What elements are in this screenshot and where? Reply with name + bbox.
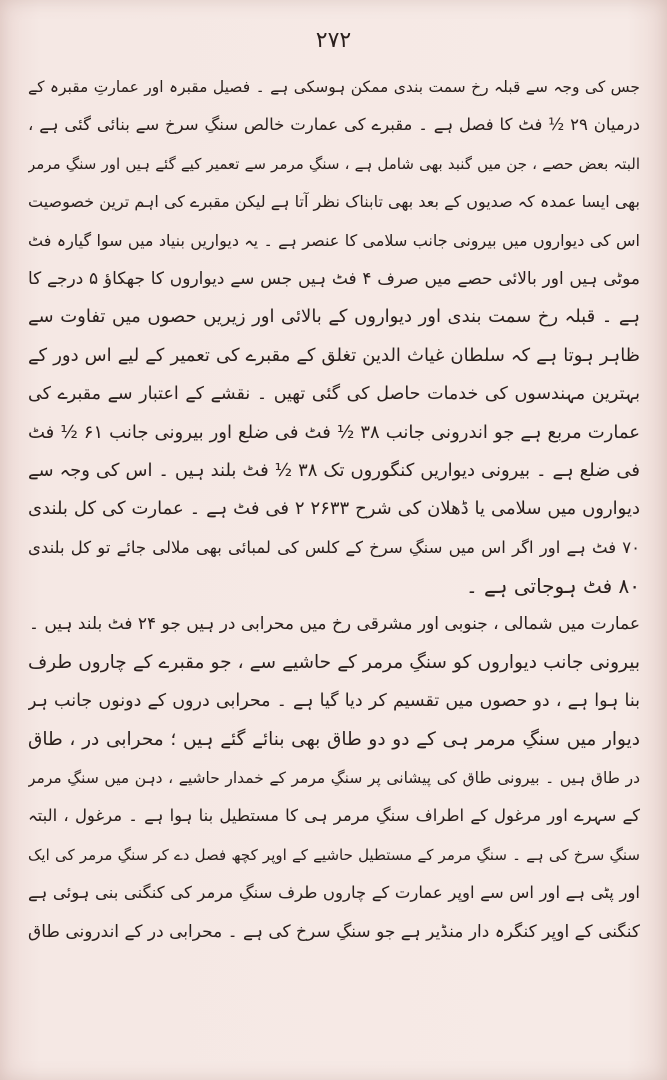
text-line: فی ضلع ہے ۔ بیرونی دیواریں کنگوروں تک ۳۸ ½ فٹ بلند ہیں ۔ اس کی وجہ سے <box>28 459 640 481</box>
text-line: بھی ایسا عمدہ کہ صدیوں کے بعد بھی تابناک نظر آتا ہے لیکن مقبرے کی اہم ترین خصوصیت <box>28 192 640 212</box>
text-line: بیرونی جانب دیواروں کو سنگِ مرمر کے حاشیے سے ، جو مقبرے کے چاروں طرف <box>28 651 640 673</box>
text-line: ۷۰ فٹ ہے اور اگر اس میں سنگِ سرخ کے کلس کی لمبائی بھی ملالی جائے تو کل بلندی <box>28 537 640 557</box>
text-line: اس کی دیواروں میں بیرونی جانب سلامی کا عنصر ہے ۔ یہ دیواریں بنیاد میں سوا گیارہ فٹ <box>28 230 640 250</box>
text-line: بنا ہوا ہے ، دو حصوں میں تقسیم کر دیا گیا ہے ۔ محرابی دروں کے دونوں جانب ہر <box>28 691 640 712</box>
text-line: کنگنی کے اوپر کنگرہ دار منڈیر ہے جو سنگِ سرخ کی ہے ۔ محرابی در کے اندرونی طاق <box>28 921 640 942</box>
text-line: اور پٹی ہے اور اس سے اوپر عمارت کے چاروں طرف سنگِ مرمر کی کنگنی بنی ہوئی ہے <box>28 883 640 903</box>
text-line: ۸۰ فٹ ہوجاتی ہے ۔ <box>465 574 640 599</box>
text-line: موٹی ہیں اور بالائی حصے میں صرف ۴ فٹ ہیں جس سے دیواروں کا جھکاؤ ۵ درجے کا <box>28 268 640 289</box>
text-line: جس کی وجہ سے قبلہ رخ سمت بندی ممکن ہوسکی ہے ۔ فصیل مقبرہ اور عمارتِ مقبرہ کے <box>28 78 640 96</box>
text-line: در طاق ہیں ۔ بیرونی طاق کی پیشانی پر سنگِ مرمر کے خمدار حاشیے ، دہن میں سنگِ مرمر <box>28 769 640 788</box>
body-text <box>28 68 640 951</box>
text-line: سنگِ سرخ کی ہے ۔ سنگِ مرمر کے مستطیل حاشیے کے اوپر کچھ فصل دے کر سنگِ مرمر کی ایک <box>28 845 640 864</box>
text-line: درمیان ۲۹ ½ فٹ کا فصل ہے ۔ مقبرے کی عمارت خالص سنگِ سرخ سے بنائی گئی ہے ، <box>28 115 640 135</box>
paragraph <box>28 644 640 951</box>
text-line: البتہ بعض حصے ، جن میں گنبد بھی شامل ہے ، سنگِ مرمر سے تعمیر کیے گئے ہیں اور سنگِ مرمر <box>28 154 640 173</box>
text-line: عمارت مربع ہے جو اندرونی جانب ۳۸ ½ فٹ فی ضلع اور بیرونی جانب ۶۱ ½ فٹ <box>28 421 640 443</box>
text-line: ہے ۔ قبلہ رخ سمت بندی اور دیواروں کے بالائی اور زیریں حصوں میں تفاوت سے <box>28 306 640 328</box>
page-number: ۲۷۲ <box>315 28 352 53</box>
text-line: دیواروں میں سلامی یا ڈھلان کی شرح ۲۶۳۳ ۲ فی فٹ ہے ۔ عمارت کی کل بلندی <box>28 498 640 520</box>
paragraph <box>28 68 640 605</box>
paragraph <box>28 605 640 643</box>
text-line: دیوار میں سنگِ مرمر ہی کے دو دو طاق بھی بنائے گئے ہیں ؛ محرابی در ، طاق <box>28 728 640 750</box>
text-line: عمارت میں شمالی ، جنوبی اور مشرقی رخ میں محرابی در ہیں جو ۲۴ فٹ بلند ہیں ۔ <box>29 614 640 635</box>
text-line: کے سہرے اور مرغول کے اطراف سنگِ مرمر ہی کا مستطیل بنا ہوا ہے ۔ مرغول ، البتہ <box>28 806 640 826</box>
text-line: ظاہر ہوتا ہے کہ سلطان غیاث الدین تغلق کے مقبرے کی تعمیر کے لیے اس دور کے <box>28 344 640 366</box>
text-line: بہترین مہندسوں کی خدمات حاصل کی گئی تھیں ۔ نقشے کے اعتبار سے مقبرے کی <box>28 384 640 405</box>
